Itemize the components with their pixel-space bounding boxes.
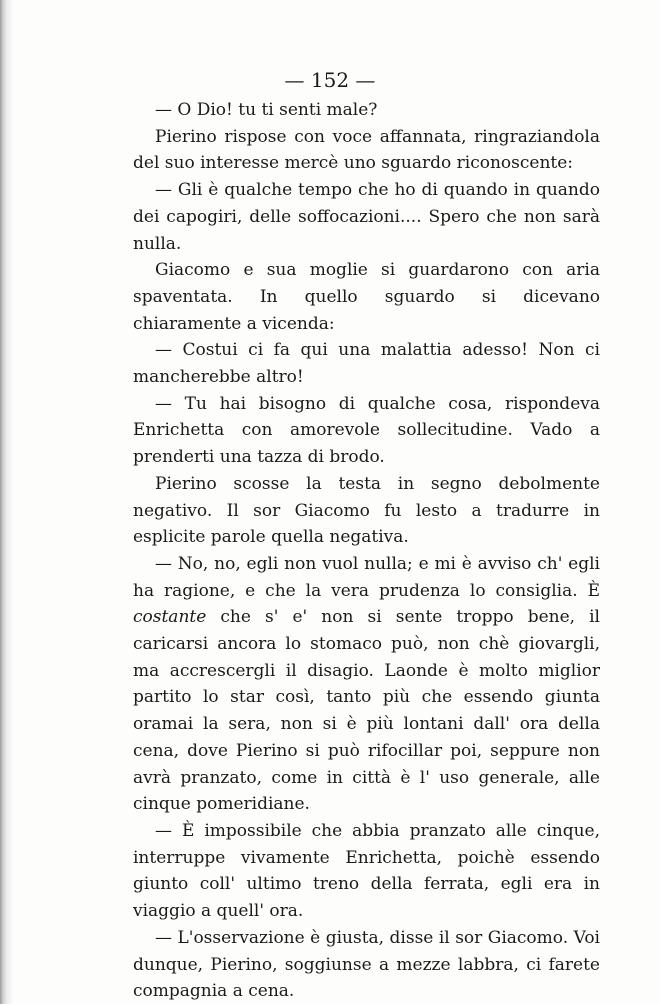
body-text — [133, 97, 600, 1005]
paragraph: Pierino scosse la testa in segno debolmente negativo. Il sor Giacomo fu lesto a tradurre in esplicite parole quella negativa. — [133, 473, 600, 548]
paragraph: — O Dio! tu ti senti male? — [155, 100, 378, 120]
paragraph-text: — No, no, egli non vuol nulla; e mi è avviso ch' egli ha ragione, e che la vera prudenza lo consiglia. È — [133, 553, 600, 601]
paragraph: — È impossibile che abbia pranzato alle cinque, interruppe vivamente Enrichetta, poichè essendo giunto coll' ultimo treno della ferrata, egli era in viaggio a quell' ora. — [133, 820, 600, 922]
paragraph: Pierino rispose con voce affannata, ringraziandola del suo interesse mercè uno sguardo riconoscente: — [133, 126, 600, 174]
italic-word: costante — [133, 607, 207, 628]
page-binding-edge — [0, 0, 14, 1004]
paragraph: — L'osservazione è giusta, disse il sor Giacomo. Voi dunque, Pierino, soggiunse a mezze labbra, ci farete compagnia a cena. — [133, 927, 600, 1002]
paragraph — [133, 551, 600, 818]
paragraph: — Costui ci fa qui una malattia adesso! Non ci mancherebbe altro! — [133, 340, 600, 388]
page-number: — 152 — — [284, 68, 376, 92]
paragraph: Giacomo e sua moglie si guardarono con aria spaventata. In quello sguardo si dicevano chiaramente a vicenda: — [133, 260, 600, 334]
paragraph: — Tu hai bisogno di qualche cosa, rispondeva Enrichetta con amorevole sollecitudine. Vado a prenderti una tazza di brodo. — [133, 393, 600, 468]
paragraph-text: che s' e' non si sente troppo bene, il caricarsi ancora lo stomaco può, non chè giovargli, ma accrescergli il disagio. Laonde è molto miglior partito lo star così, tanto più che essendo giunta oramai la sera, non si è più lontani dall' ora della cena, dove Pierino si può rifocillar poi, seppure non avrà pranzato, come in città è l' uso generale, alle cinque pomeridiane. — [133, 607, 600, 815]
paragraph: — Gli è qualche tempo che ho di quando in quando dei capogiri, delle soffocazioni.... Spero che non sarà nulla. — [133, 180, 600, 254]
